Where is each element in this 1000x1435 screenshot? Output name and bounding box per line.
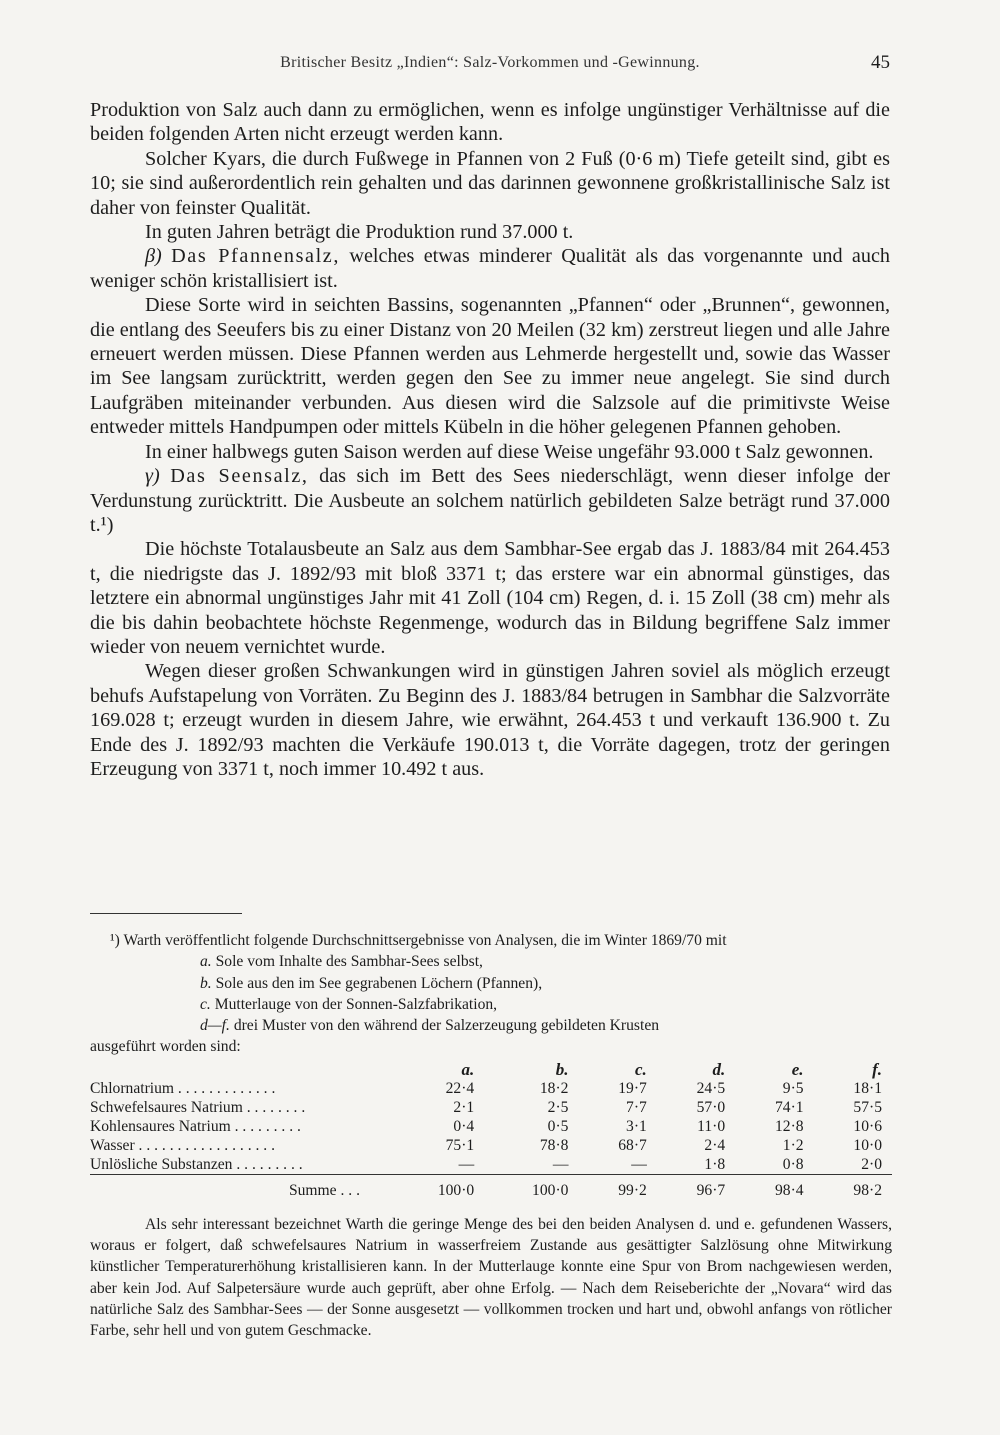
list-item: d—f. drei Muster von den während der Salzerzeugung gebildeten Krusten bbox=[200, 1017, 660, 1035]
footnote-rule bbox=[90, 913, 242, 914]
table-cell: 57·5 bbox=[853, 1098, 882, 1116]
sum-cell: 96·7 bbox=[657, 1174, 735, 1200]
sum-label: Summe . . . bbox=[90, 1174, 390, 1200]
table-cell: 0·8 bbox=[782, 1155, 804, 1173]
paragraph-seensalz bbox=[90, 464, 890, 537]
paragraph: In einer halbwegs guten Saison werden auf diese Weise ungefähr 93.000 t Salz gewonnen. bbox=[145, 440, 874, 463]
spaced-term: Das Seensalz, bbox=[170, 465, 309, 488]
sum-cell: 100·0 bbox=[390, 1174, 484, 1200]
sample-list bbox=[90, 951, 892, 1036]
table-cell: 22·4 bbox=[445, 1079, 475, 1097]
table-row bbox=[90, 1098, 892, 1117]
table-cell: 75·1 bbox=[445, 1136, 475, 1154]
table-cell: — bbox=[552, 1155, 569, 1173]
table-cell: — bbox=[458, 1155, 475, 1173]
paragraph: In guten Jahren beträgt die Produktion rund 37.000 t. bbox=[145, 221, 574, 244]
table-cell: 2·1 bbox=[453, 1098, 475, 1116]
paragraph-pfannensalz bbox=[90, 244, 890, 293]
paragraph: Als sehr interessant bezeichnet Warth die geringe Menge des bei den beiden Analysen d. und e. gefundenen Wassers, woraus er folgert, daß schwefelsaures Natrium in wasserfreiem Zustande aus gesättigter Salzlösung ohne Mitwirkung künstlicher Temperaturerhöhung kristallisieren kann. In der Mutterlauge konnte eine Spur von Brom nachgewiesen werden, aber kein Jod. Auf Salpetersäure wurde auch geprüft, aber ohne Erfolg. — Nach dem Reiseberichte der „Novara“ wird das natürliche Salz des Sambhar-Sees — der Sonne ausgesetzt — vollkommen trocken und hart und, obwohl anfangs von rötlicher Farbe, sehr hell und von gutem Geschmacke. bbox=[90, 1215, 892, 1340]
table-cell: 18·2 bbox=[539, 1079, 569, 1097]
page-header bbox=[90, 54, 890, 80]
paragraph: Wegen dieser großen Schwankungen wird in günstigen Jahren soviel als möglich erzeugt behufs Aufstapelung von Vorräten. Zu Beginn des J. 1883/84 betrugen in Sambhar die Salzvorräte 169.028 t; erzeugt wurden in diesem Jahre, wie erwähnt, 264.453 t und verkauft 136.900 t. Zu Ende des J. 1892/93 machten die Verkäufe 190.013 t, die Vorräte dagegen, trotz der geringen Erzeugung von 3371 t, noch immer 10.492 t aus. bbox=[90, 660, 890, 780]
table-cell: 10·6 bbox=[853, 1117, 882, 1135]
table-cell: 18·1 bbox=[853, 1079, 882, 1097]
table-cell: 0·5 bbox=[547, 1117, 569, 1135]
column-header: e. bbox=[791, 1059, 804, 1079]
column-header: a. bbox=[461, 1059, 475, 1079]
table-cell: 2·0 bbox=[861, 1155, 882, 1173]
row-label: Schwefelsaures Natrium . . . . . . . . bbox=[90, 1098, 306, 1116]
paragraph: Solcher Kyars, die durch Fußwege in Pfannen von 2 Fuß (0·6 m) Tiefe geteilt sind, gibt es 10; sie sind außerordentlich rein gehalten und das darinnen gewonnene großkristallinische Salz ist daher von feinster Qualität. bbox=[90, 147, 890, 219]
page-number: 45 bbox=[871, 52, 890, 73]
row-label: Chlornatrium . . . . . . . . . . . . . bbox=[90, 1079, 276, 1097]
table-cell: 1·8 bbox=[704, 1155, 726, 1173]
list-item: b. Sole aus den im See gegrabenen Löchern (Pfannen), bbox=[200, 974, 543, 992]
table-cell: 2·4 bbox=[704, 1136, 726, 1154]
footnote-lead: ausgeführt worden sind: bbox=[90, 1038, 241, 1056]
main-text bbox=[90, 98, 890, 781]
column-header: d. bbox=[712, 1059, 726, 1079]
sum-cell: 98·2 bbox=[814, 1174, 892, 1200]
table-cell: 68·7 bbox=[618, 1136, 647, 1154]
table-cell: — bbox=[631, 1155, 647, 1173]
table-cell: 78·8 bbox=[539, 1136, 569, 1154]
list-item: c. Mutterlauge von der Sonnen-Salzfabrikation, bbox=[200, 995, 498, 1013]
table-cell: 3·1 bbox=[626, 1117, 647, 1135]
table-row bbox=[90, 1117, 892, 1136]
sum-cell: 100·0 bbox=[484, 1174, 578, 1200]
list-marker: γ) bbox=[145, 465, 160, 488]
table-row bbox=[90, 1136, 892, 1155]
paragraph: Diese Sorte wird in seichten Bassins, sogenannten „Pfannen“ oder „Brunnen“, gewonnen, die entlang des Seeufers bis zu einer Distanz von 20 Meilen (32 km) zerstreut liegen und alle Jahre erneuert werden müssen. Diese Pfannen werden aus Lehmerde hergestellt und, sowie das Wasser im See langsam zurücktritt, werden gegen den See zu immer neue angelegt. Sie sind durch Laufgräben miteinander verbunden. Aus diesen wird die Salzsole auf die primitivste Weise entweder mittels Handpumpen oder mittels Kübeln in die höher gelegenen Pfannen gehoben. bbox=[90, 294, 890, 439]
paragraph: Produktion von Salz auch dann zu ermöglichen, wenn es infolge ungünstiger Verhältnisse auf die beiden folgenden Arten nicht erzeugt werden kann. bbox=[90, 99, 890, 146]
table-cell: 0·4 bbox=[453, 1117, 475, 1135]
spaced-term: Das Pfannensalz, bbox=[171, 245, 341, 268]
paragraph-text: das sich im Bett des Sees niederschlägt, wenn dieser infolge der Verdunstung zurücktritt. Die Ausbeute an solchem natürlich gebildeten Salze beträgt rund 37.000 t.¹) bbox=[90, 465, 891, 536]
list-item: a. Sole vom Inhalte des Sambhar-Sees selbst, bbox=[200, 953, 483, 971]
sum-row bbox=[90, 1174, 892, 1200]
footnote-closing bbox=[90, 1214, 892, 1342]
running-title: Britischer Besitz „Indien“: Salz-Vorkommen und -Gewinnung. bbox=[280, 54, 700, 71]
sum-cell: 99·2 bbox=[578, 1174, 656, 1200]
table-cell: 24·5 bbox=[696, 1079, 726, 1097]
table-cell: 2·5 bbox=[547, 1098, 569, 1116]
column-header: f. bbox=[872, 1059, 882, 1079]
column-header: c. bbox=[635, 1059, 647, 1079]
sum-cell: 98·4 bbox=[735, 1174, 813, 1200]
table-cell: 11·0 bbox=[697, 1117, 726, 1135]
table-cell: 12·8 bbox=[774, 1117, 804, 1135]
analysis-table bbox=[90, 1060, 892, 1200]
row-label: Kohlensaures Natrium . . . . . . . . . bbox=[90, 1117, 301, 1135]
table-cell: 7·7 bbox=[626, 1098, 647, 1116]
table-cell: 1·2 bbox=[782, 1136, 804, 1154]
table-cell: 57·0 bbox=[696, 1098, 726, 1116]
table-header-row bbox=[90, 1060, 892, 1079]
table-cell: 19·7 bbox=[618, 1079, 647, 1097]
column-header: b. bbox=[555, 1059, 569, 1079]
footnote-intro: ¹) Warth veröffentlicht folgende Durchschnittsergebnisse von Analysen, die im Winter 1869/70 mit bbox=[110, 932, 727, 949]
table-row bbox=[90, 1155, 892, 1175]
paragraph: Die höchste Totalausbeute an Salz aus dem Sambhar-See ergab das J. 1883/84 mit 264.453 t, die niedrigste das J. 1892/93 mit bloß 3371 t; das erstere war ein abnormal günstiges, das letztere ein abnormal ungünstiges Jahr mit 41 Zoll (104 cm) Regen, d. i. 15 Zoll (38 cm) mehr als die bis dahin beobachtete höchste Regenmenge, wodurch das in Bildung begriffene Salz immer wieder von neuem vernichtet wurde. bbox=[90, 538, 890, 658]
list-marker: β) bbox=[145, 245, 162, 268]
row-label: Unlösliche Substanzen . . . . . . . . . bbox=[90, 1155, 303, 1173]
paragraph-text: welches etwas minderer Qualität als das vorgenannte und auch weniger schön kristallisiert ist. bbox=[90, 245, 890, 292]
table-cell: 9·5 bbox=[782, 1079, 804, 1097]
table-cell: 10·0 bbox=[853, 1136, 882, 1154]
footnote bbox=[90, 930, 892, 1342]
table-cell: 74·1 bbox=[774, 1098, 804, 1116]
row-label: Wasser . . . . . . . . . . . . . . . . . . bbox=[90, 1136, 275, 1154]
table-row bbox=[90, 1079, 892, 1098]
